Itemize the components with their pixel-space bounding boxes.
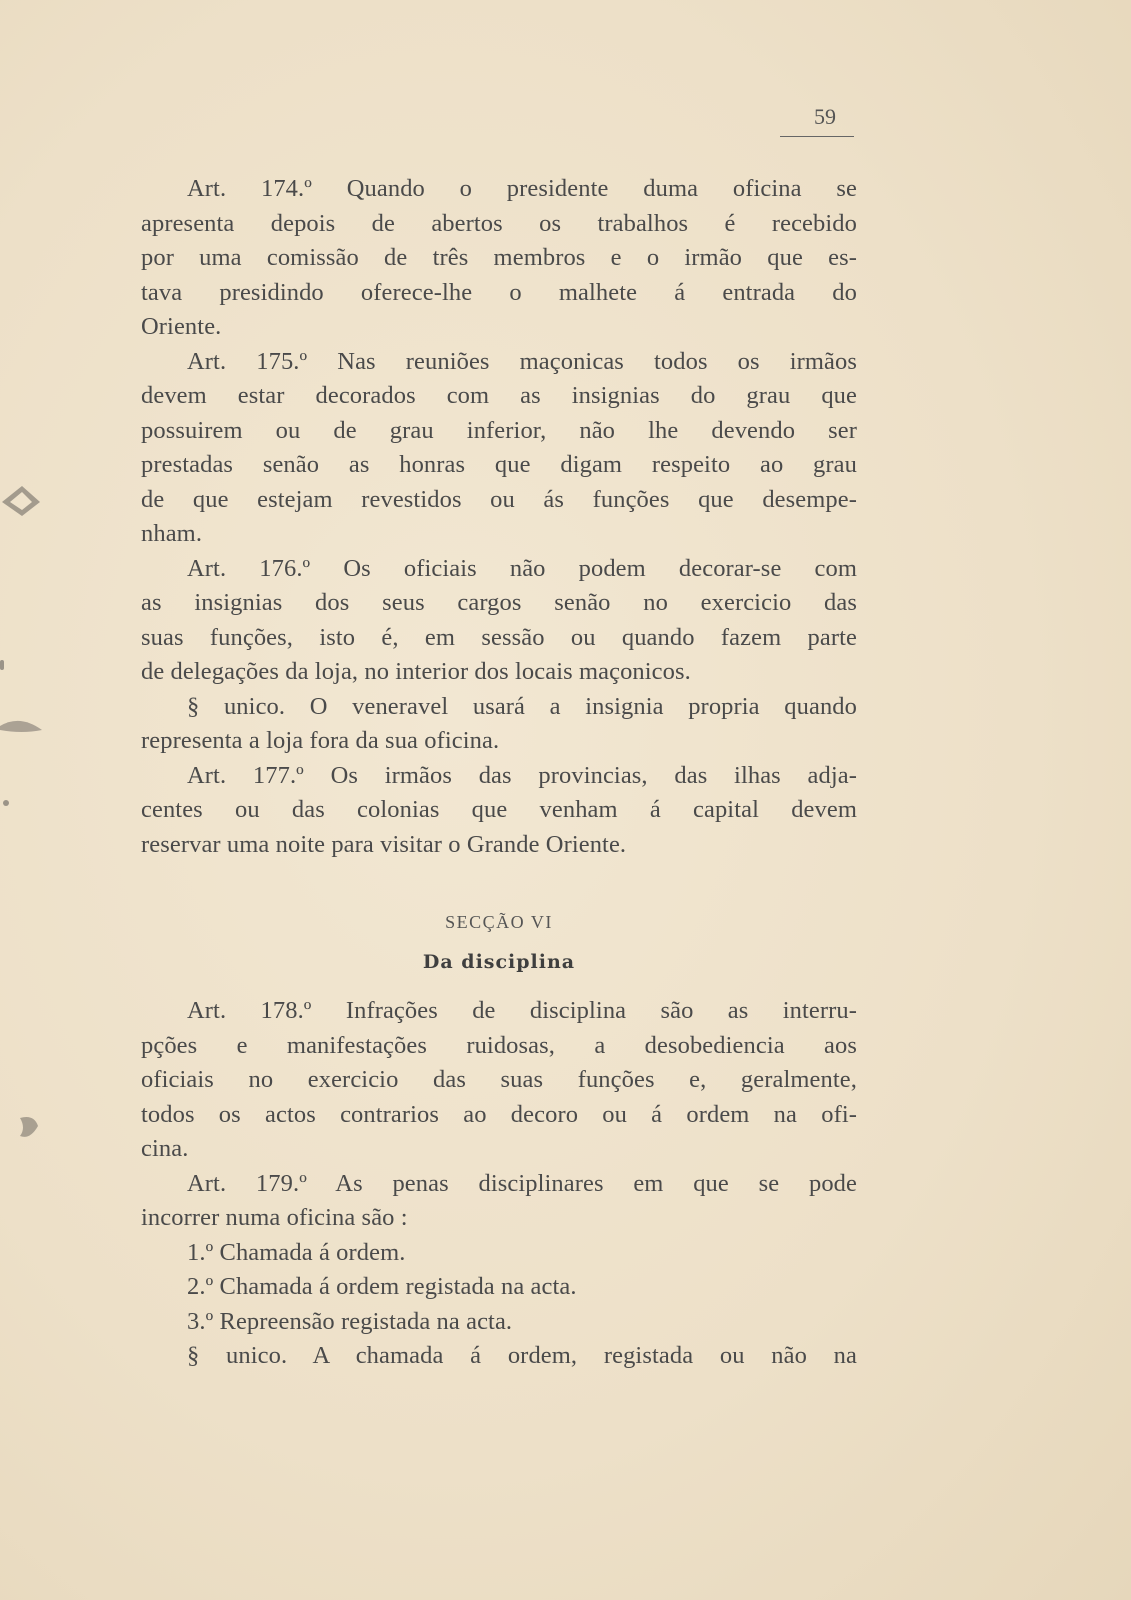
text-line: tava presidindo oferece-lhe o malhete á entrada do [141,278,857,306]
text-line: Art. 176.º Os oficiais não podem decorar-se com [187,554,857,582]
text-line: suas funções, isto é, em sessão ou quando fazem parte [141,623,857,651]
text-line: por uma comissão de três membros e o irmão que es- [141,244,857,271]
text-line: Art. 178.º Infrações de disciplina são as interru- [187,997,857,1024]
text-line: nham. [141,520,203,547]
text-line: prestadas senão as honras que digam respeito ao grau [141,451,857,478]
speck-mark [3,800,9,806]
text-line: pções e manifestações ruidosas, a desobediencia aos [141,1031,857,1059]
section-title: Da disciplina [422,951,576,973]
text-line: reservar uma noite para visitar o Grande Oriente. [141,830,627,858]
text-line: possuirem ou de grau inferior, não lhe devendo ser [141,416,857,444]
section-number: SECÇÃO VI [445,912,553,932]
text-line: 1.º Chamada á ordem. [187,1238,406,1266]
text-line: Oriente. [141,313,222,340]
text-line: devem estar decorados com as insignias do grau que [141,382,857,409]
text-line: cina. [141,1135,189,1162]
text-line: Art. 177.º Os irmãos das provincias, das ilhas adja- [187,761,857,789]
paragraphs-group-1 [141,172,857,862]
speck-mark [0,660,4,670]
text-line: centes ou das colonias que venham á capital devem [141,796,857,823]
text-line: Art. 175.º Nas reuniões maçonicas todos os irmãos [187,347,857,375]
page-body [141,172,857,1374]
text-line: representa a loja fora da sua oficina. [141,727,500,754]
text-line: 3.º Repreensão registada na acta. [187,1307,513,1335]
text-line: de que estejam revestidos ou ás funções que desempe- [141,485,857,513]
text-line: § unico. O veneravel usará a insignia propria quando [187,692,857,720]
paragraphs-group-2 [141,994,857,1374]
text-line: todos os actos contrarios ao decoro ou á ordem na ofi- [141,1100,857,1128]
text-line: as insignias dos seus cargos senão no exercicio das [141,589,857,616]
page-number: 59 [814,104,836,129]
binding-mark-icon [0,1110,60,1146]
text-line: 2.º Chamada á ordem registada na acta. [187,1273,577,1300]
text-line: § unico. A chamada á ordem, registada ou não na [187,1342,857,1369]
text-line: de delegações da loja, no interior dos locais maçonicos. [141,658,691,685]
binding-mark-icon [0,482,60,518]
text-line: incorrer numa oficina são : [141,1204,408,1231]
text-line: oficiais no exercicio das suas funções e, geralmente, [141,1066,857,1093]
text-line: Art. 174.º Quando o presidente duma oficina se [187,175,857,202]
text-line: apresenta depois de abertos os trabalhos é recebido [141,209,857,237]
text-line: Art. 179.º As penas disciplinares em que se pode [187,1169,857,1197]
page-number-rule [780,136,854,137]
binding-mark-icon [0,708,60,744]
